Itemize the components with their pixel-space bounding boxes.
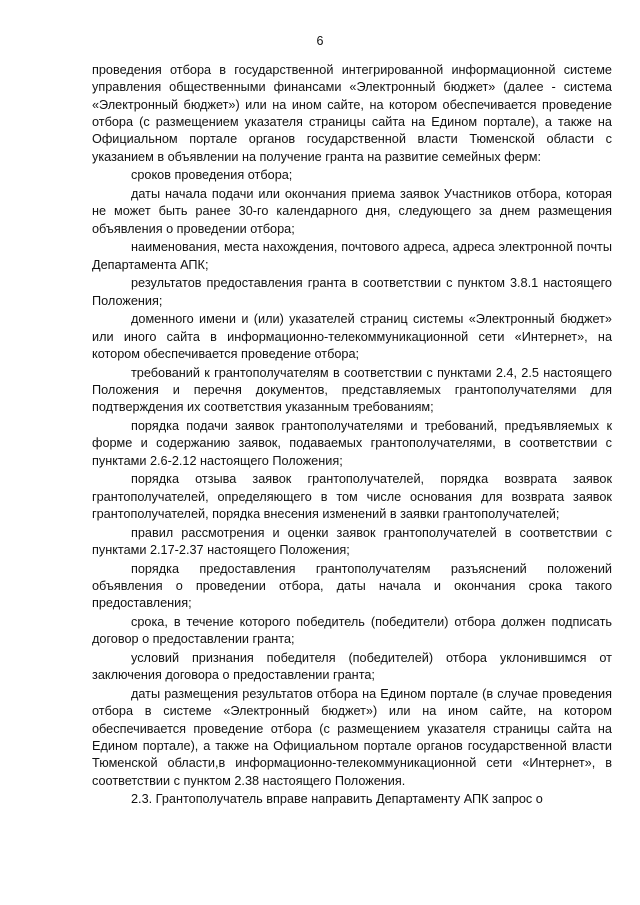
paragraph: порядка предоставления грантополучателям разъяснений положений объявления о проведении отбора, даты начала и окончания срока такого предоставления; (92, 561, 612, 611)
paragraph: доменного имени и (или) указателей страниц системы «Электронный бюджет» или иного сайта в информационно-телекоммуникационной сети «Интернет», на котором обеспечивается проведение отбора; (92, 312, 612, 361)
paragraph: 2.3. Грантополучатель вправе направить Департаменту АПК запрос о (131, 792, 543, 807)
paragraph: проведения отбора в государственной интегрированной информационной системе управления общественными финансами «Электронный бюджет» (далее - система «Электронный бюджет») или на ином сайте, на котором обеспечивается проведение отбора (с размещением указателя страницы сайта на Едином портале), а также на Официальном портале органов государственной власти Тюменской области с указанием в объявлении на получение гранта на развитие семейных ферм: (92, 63, 612, 164)
paragraph: результатов предоставления гранта в соответствии с пунктом 3.8.1 настоящего Положения; (92, 276, 612, 308)
paragraph: даты размещения результатов отбора на Едином портале (в случае проведения отбора в системе «Электронный бюджет») или на ином сайте, на котором обеспечивается проведение отбора (с размещением указателя страницы сайта на Едином портале), а также на Официальном портале органов государственной власти Тюменской области,в информационно-телекоммуникационной сети «Интернет», в соответствии с пунктом 2.38 настоящего Положения. (92, 686, 612, 788)
paragraph: требований к грантополучателям в соответствии с пунктами 2.4, 2.5 настоящего Положения и перечня документов, представляемых грантополучателями для подтверждения их соответствия указанным требованиям; (92, 365, 612, 415)
paragraph: даты начала подачи или окончания приема заявок Участников отбора, которая не может быть ранее 30-го календарного дня, следующего за днем размещения объявления о проведении отбора; (92, 187, 612, 236)
paragraph: порядка отзыва заявок грантополучателей, порядка возврата заявок грантополучателей, определяющего в том числе основания для возврата заявок грантополучателей, порядка внесения изменений в заявки грантополучателей; (92, 472, 612, 521)
document-body (92, 62, 612, 810)
paragraph: сроков проведения отбора; (131, 168, 293, 183)
paragraph: порядка подачи заявок грантополучателями и требований, предъявляемых к форме и содержанию заявок, подаваемых грантополучателями, в соответствии с пунктами 2.6-2.12 настоящего Положения; (92, 418, 612, 468)
paragraph: условий признания победителя (победителей) отбора уклонившимся от заключения договора о предоставлении гранта; (92, 650, 612, 683)
page-number: 6 (316, 34, 324, 48)
paragraph: срока, в течение которого победитель (победители) отбора должен подписать договор о предоставлении гранта; (92, 614, 612, 647)
paragraph: правил рассмотрения и оценки заявок грантополучателей в соответствии с пунктами 2.17-2.37 настоящего Положения; (92, 525, 612, 557)
paragraph: наименования, места нахождения, почтового адреса, адреса электронной почты Департамента АПК; (92, 240, 612, 272)
